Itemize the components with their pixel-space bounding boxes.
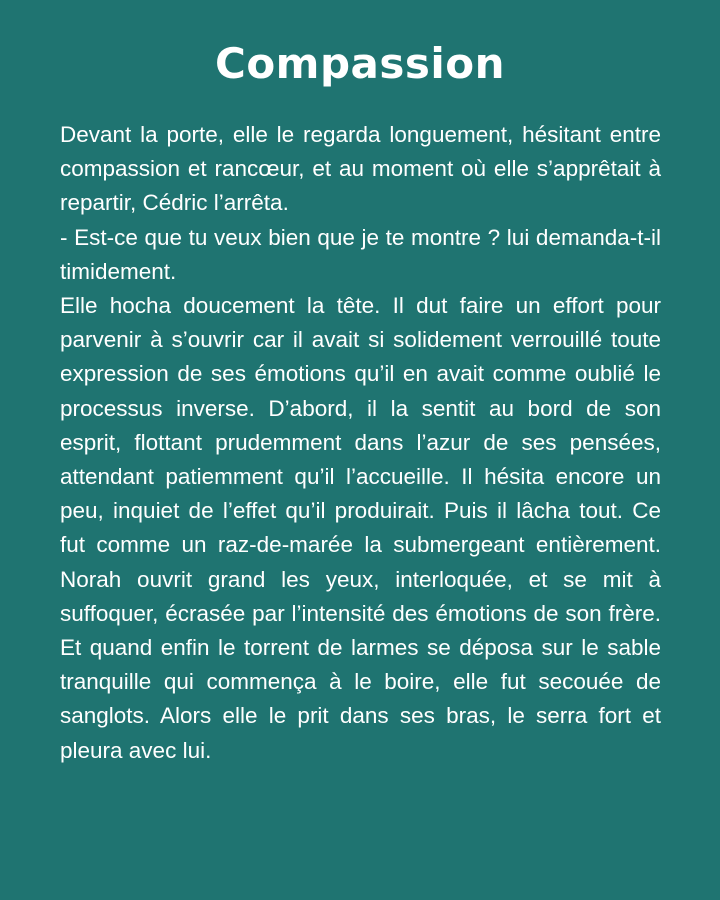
paragraph-1: Devant la porte, elle le regarda longuement, hésitant entre compassion et rancœur, et au moment où elle s’apprêtait à repartir, Cédric l’arrêta.	[60, 122, 661, 216]
paragraph-2: - Est-ce que tu veux bien que je te montre ? lui demanda-t-il timidement.	[60, 224, 661, 284]
page-title: Compassion	[215, 39, 505, 88]
story-text	[60, 118, 661, 768]
paragraph-3: Elle hocha doucement la tête. Il dut faire un effort pour parvenir à s’ouvrir car il avait si solidement verrouillé toute expression de ses émotions qu’il en avait comme oublié le processus inverse. D’abord, il la sentit au bord de son esprit, flottant prudemment dans l’azur de ses pensées, attendant patiemment qu’il l’accueille. Il hésita encore un peu, inquiet de l’effet qu’il produirait. Puis il lâcha tout. Ce fut comme un raz-de-marée la submergeant entièrement. Norah ouvrit grand les yeux, interloquée, et se mit à suffoquer, écrasée par l’intensité des émotions de son frère. Et quand enfin le torrent de larmes se déposa sur le sable tranquille qui commença à le boire, elle fut secouée de sanglots. Alors elle le prit dans ses bras, le serra fort et pleura avec lui.	[60, 293, 661, 763]
